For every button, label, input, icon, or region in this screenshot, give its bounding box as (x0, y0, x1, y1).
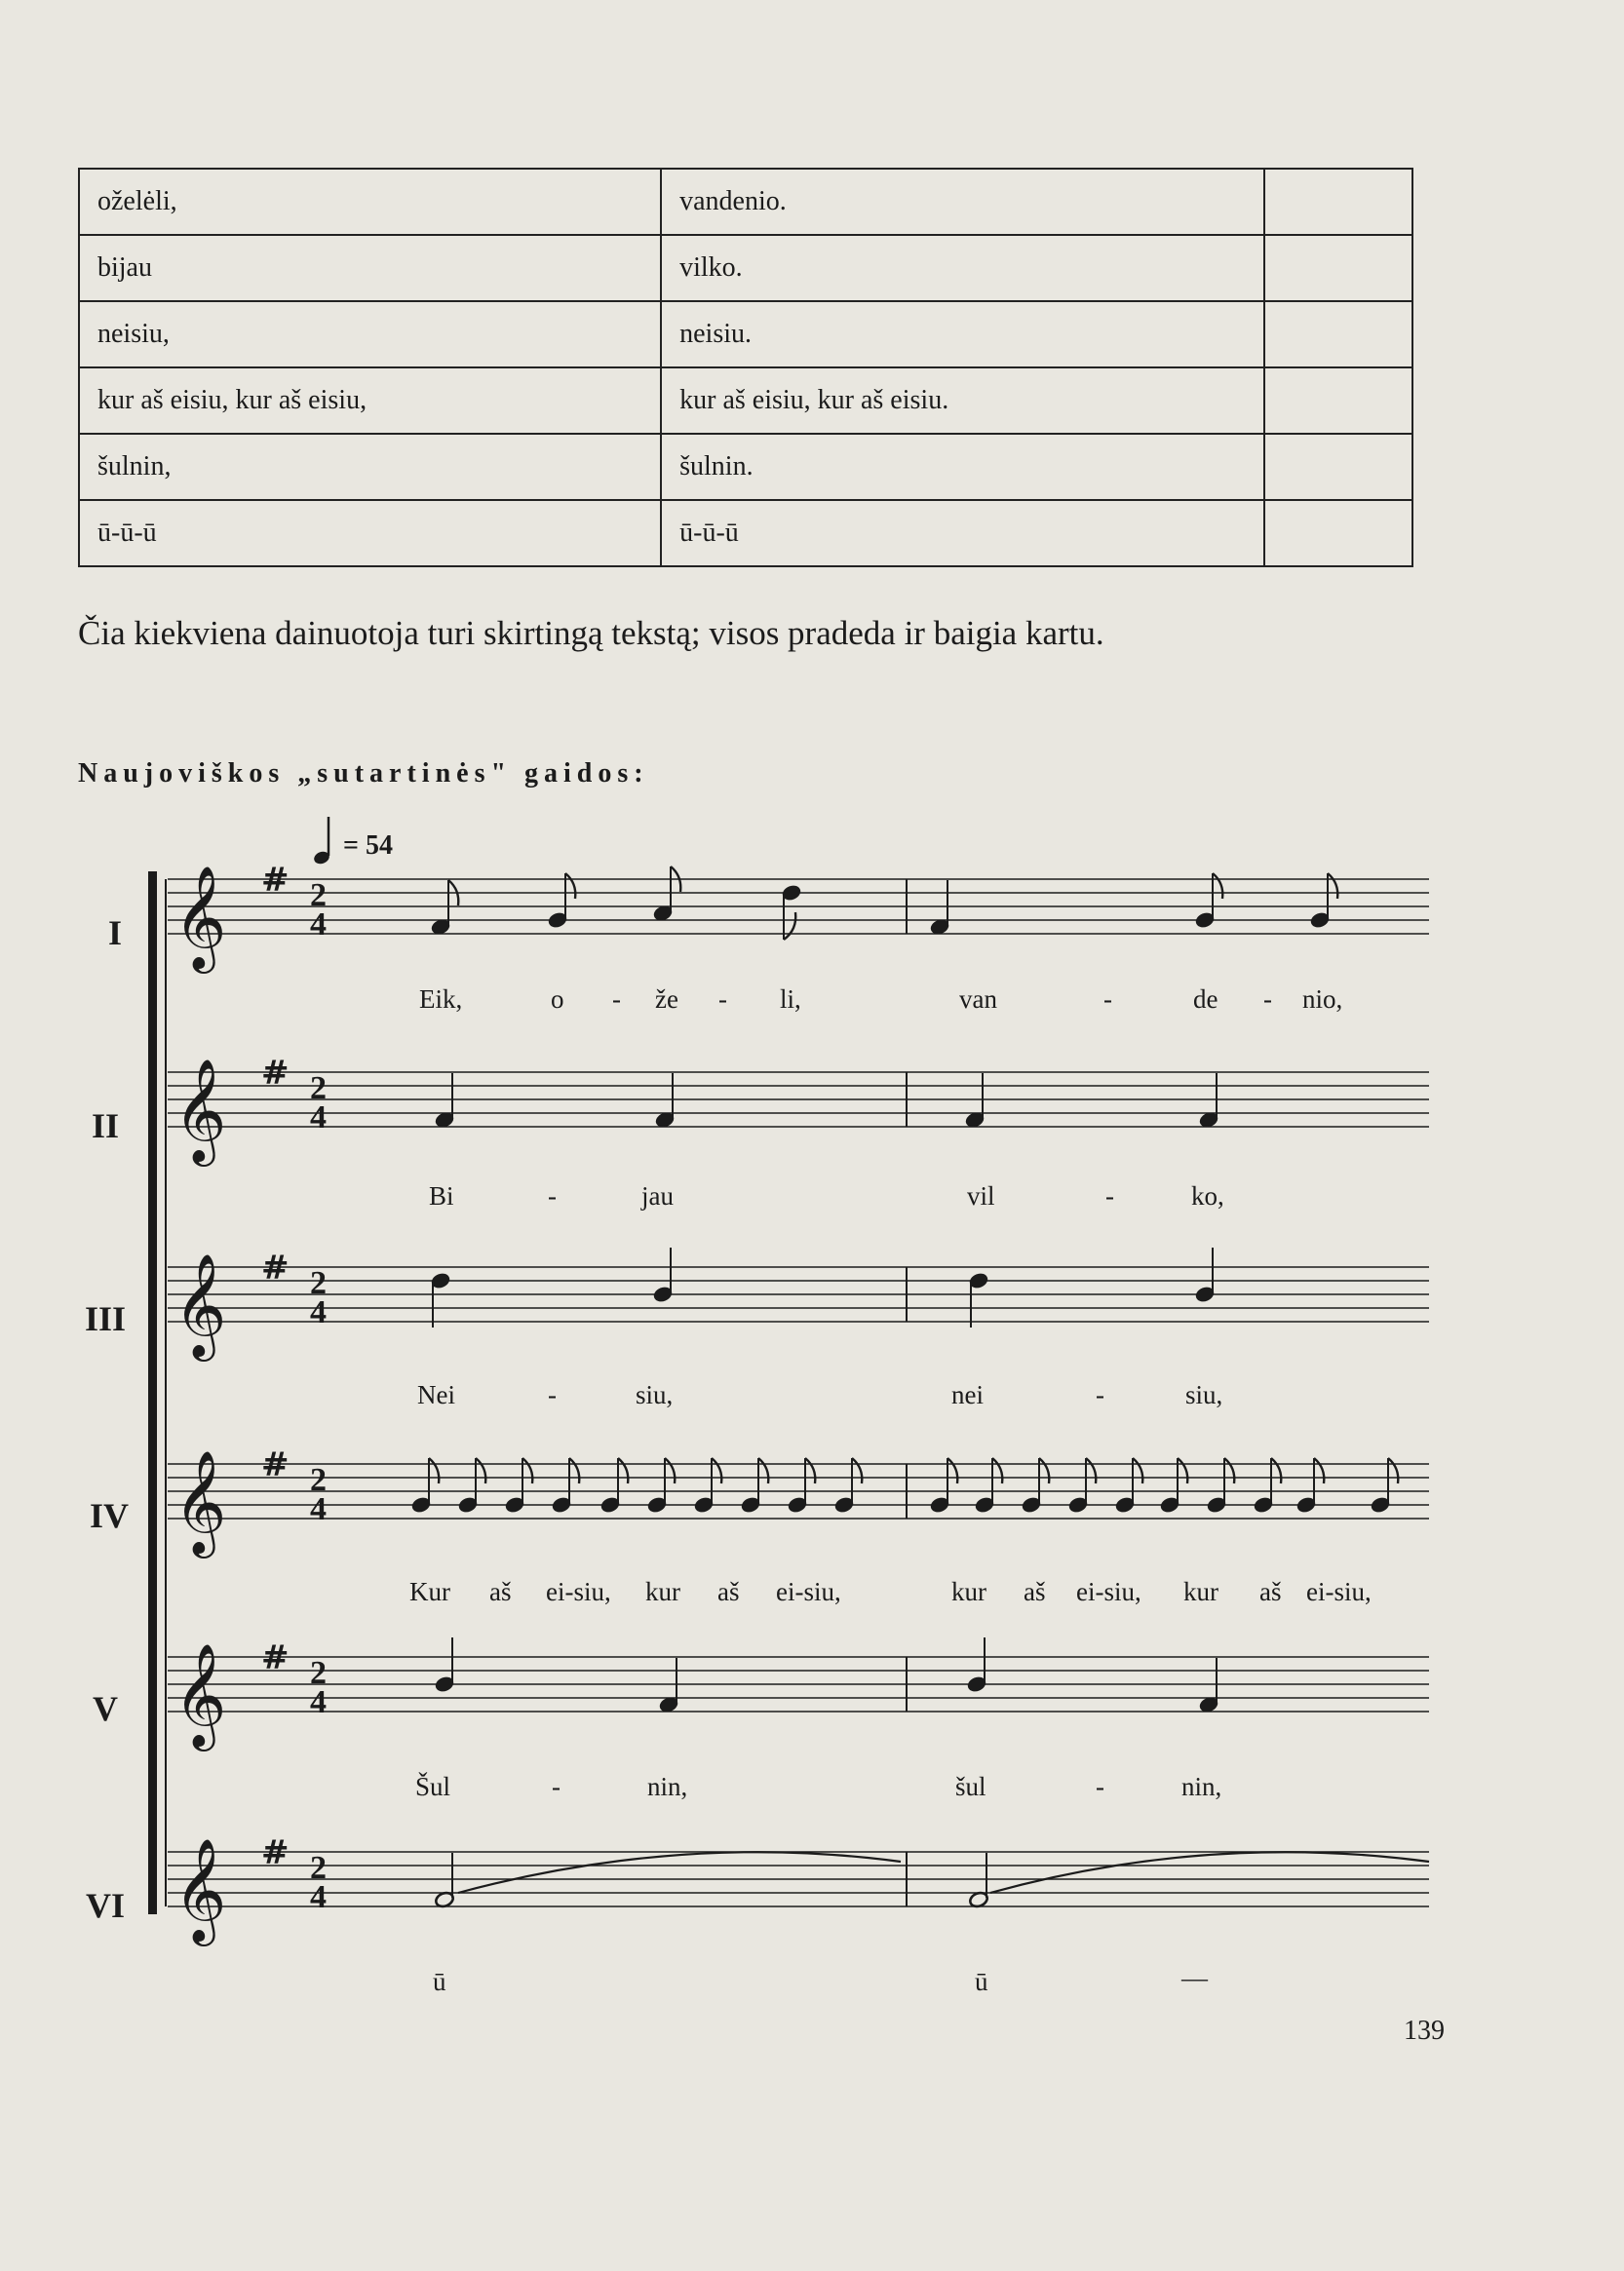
table-cell: vandenio. (661, 169, 1264, 235)
lyric-syllable: kur (645, 1577, 680, 1606)
lyric-syllable: - (1105, 1181, 1114, 1211)
voice-numeral: I (107, 913, 122, 952)
time-signature-bottom: 4 (310, 906, 327, 943)
voice-numeral: IV (89, 1496, 129, 1535)
time-signature-bottom: 4 (310, 1879, 327, 1915)
note-flag (1314, 1458, 1324, 1483)
lyric-syllable: jau (641, 1181, 674, 1211)
lyric-syllable: ei-siu, (1076, 1577, 1141, 1606)
table-cell: neisiu. (661, 301, 1264, 367)
sharp-sign-icon: # (261, 1445, 290, 1484)
table-cell: šulnin, (79, 434, 661, 500)
lyric-syllable: Bi (429, 1181, 454, 1211)
lyric-syllable: kur (951, 1577, 986, 1606)
time-signature-top: 2 (310, 1070, 327, 1106)
note-flag (947, 1458, 957, 1483)
voice-numeral: VI (85, 1886, 125, 1925)
lyric-syllable: - (1103, 984, 1112, 1014)
lyric-syllable: kur (1183, 1577, 1218, 1606)
table-cell: oželėli, (79, 169, 661, 235)
lyric-syllable: vil (967, 1181, 995, 1211)
page-number: 139 (1404, 2016, 1445, 2046)
lyric-syllable: de (1193, 984, 1218, 1014)
lyric-syllable: Nei (417, 1380, 455, 1409)
note-flag (1133, 1458, 1142, 1483)
note-flag (1178, 1458, 1187, 1483)
lyric-syllable: li, (780, 984, 801, 1014)
sharp-sign-icon: # (261, 1833, 290, 1872)
lyric-syllable: ei-siu, (1306, 1577, 1372, 1606)
lyric-syllable: - (1096, 1380, 1104, 1409)
note-flag (1328, 873, 1337, 899)
instruction-paragraph: Čia kiekviena dainuotoja turi skirtingą tekstą; visos pradeda ir baigia kartu. (78, 614, 1104, 652)
treble-clef-icon: 𝄞 (174, 865, 227, 969)
lyric-syllable: ū (433, 1967, 446, 1996)
tie-slur (458, 1852, 901, 1893)
table-cell: vilko. (661, 235, 1264, 301)
voice-numeral: II (91, 1106, 120, 1145)
note-flag (1039, 1458, 1049, 1483)
time-signature-bottom: 4 (310, 1099, 327, 1136)
lyric-syllable: Eik, (419, 984, 463, 1014)
lyric-syllable: ko, (1191, 1181, 1224, 1211)
lyric-syllable: ei-siu, (546, 1577, 611, 1606)
tempo-marking: = 54 (343, 830, 393, 861)
lyric-syllable: siu, (1185, 1380, 1223, 1409)
time-signature-top: 2 (310, 1462, 327, 1498)
lyric-syllable: ei-siu, (776, 1577, 841, 1606)
sharp-sign-icon: # (261, 861, 290, 900)
lyric-syllable: van (959, 984, 997, 1014)
sharp-sign-icon: # (261, 1638, 290, 1677)
system-bracket (148, 871, 157, 1914)
table-cell: neisiu, (79, 301, 661, 367)
lyric-syllable: Šul (415, 1772, 451, 1801)
lyric-syllable: - (612, 984, 621, 1014)
table-cell: bijau (79, 235, 661, 301)
time-signature-top: 2 (310, 1265, 327, 1301)
time-signature-bottom: 4 (310, 1491, 327, 1527)
lyric-syllable: Kur (409, 1577, 450, 1606)
lyric-syllable: šul (955, 1772, 986, 1801)
lyric-syllable: že (655, 984, 678, 1014)
lyric-syllable: - (552, 1772, 561, 1801)
table-cell: kur aš eisiu, kur aš eisiu, (79, 367, 661, 434)
note-flag (1388, 1458, 1398, 1483)
note-flag (1271, 1458, 1281, 1483)
lyric-syllable: aš (1259, 1577, 1282, 1606)
time-signature-top: 2 (310, 877, 327, 913)
time-signature-bottom: 4 (310, 1294, 327, 1330)
lyric-syllable: aš (489, 1577, 512, 1606)
table-cell: kur aš eisiu, kur aš eisiu. (661, 367, 1264, 434)
lyric-syllable: aš (717, 1577, 740, 1606)
note-flag (992, 1458, 1002, 1483)
note-flag (618, 1458, 628, 1483)
lyric-syllable: o (551, 984, 564, 1014)
treble-clef-icon: 𝄞 (174, 1837, 227, 1942)
voice-numeral: III (84, 1299, 127, 1338)
treble-clef-icon: 𝄞 (174, 1058, 227, 1162)
voice-numeral: V (93, 1689, 118, 1728)
note-flag (1213, 873, 1222, 899)
treble-clef-icon: 𝄞 (174, 1642, 227, 1747)
note-flag (476, 1458, 485, 1483)
table-cell: ū-ū-ū (661, 500, 1264, 566)
lyric-syllable: — (1181, 1963, 1208, 1992)
note-flag (1086, 1458, 1096, 1483)
note-flag (1224, 1458, 1234, 1483)
lyric-syllable: nin, (1181, 1772, 1222, 1801)
section-heading: Naujoviškos „sutartinės" gaidos: (78, 758, 649, 789)
note-flag (805, 1458, 815, 1483)
table-cell: šulnin. (661, 434, 1264, 500)
time-signature-bottom: 4 (310, 1684, 327, 1720)
lyric-syllable: aš (1024, 1577, 1046, 1606)
note-flag (712, 1458, 721, 1483)
treble-clef-icon: 𝄞 (174, 1449, 227, 1554)
lyric-syllable: ū (975, 1967, 988, 1996)
note-flag (429, 1458, 439, 1483)
lyric-syllable: - (718, 984, 727, 1014)
time-signature-top: 2 (310, 1850, 327, 1886)
treble-clef-icon: 𝄞 (174, 1252, 227, 1357)
note-flag (784, 912, 795, 940)
tie-slur (990, 1852, 1429, 1893)
lyric-syllable: - (548, 1181, 557, 1211)
note-flag (565, 873, 575, 899)
lyric-syllable: siu, (636, 1380, 674, 1409)
sharp-sign-icon: # (261, 1054, 290, 1093)
note-flag (665, 1458, 675, 1483)
lyric-syllable: nio, (1302, 984, 1343, 1014)
sharp-sign-icon: # (261, 1249, 290, 1288)
note-flag (758, 1458, 768, 1483)
note-flag (852, 1458, 862, 1483)
time-signature-top: 2 (310, 1655, 327, 1691)
table-cell: ū-ū-ū (79, 500, 661, 566)
lyric-syllable: nin, (647, 1772, 688, 1801)
lyric-syllable: nei (951, 1380, 984, 1409)
lyric-syllable: - (548, 1380, 557, 1409)
note-flag (522, 1458, 532, 1483)
lyric-syllable: - (1263, 984, 1272, 1014)
note-flag (569, 1458, 579, 1483)
lyric-syllable: - (1096, 1772, 1104, 1801)
